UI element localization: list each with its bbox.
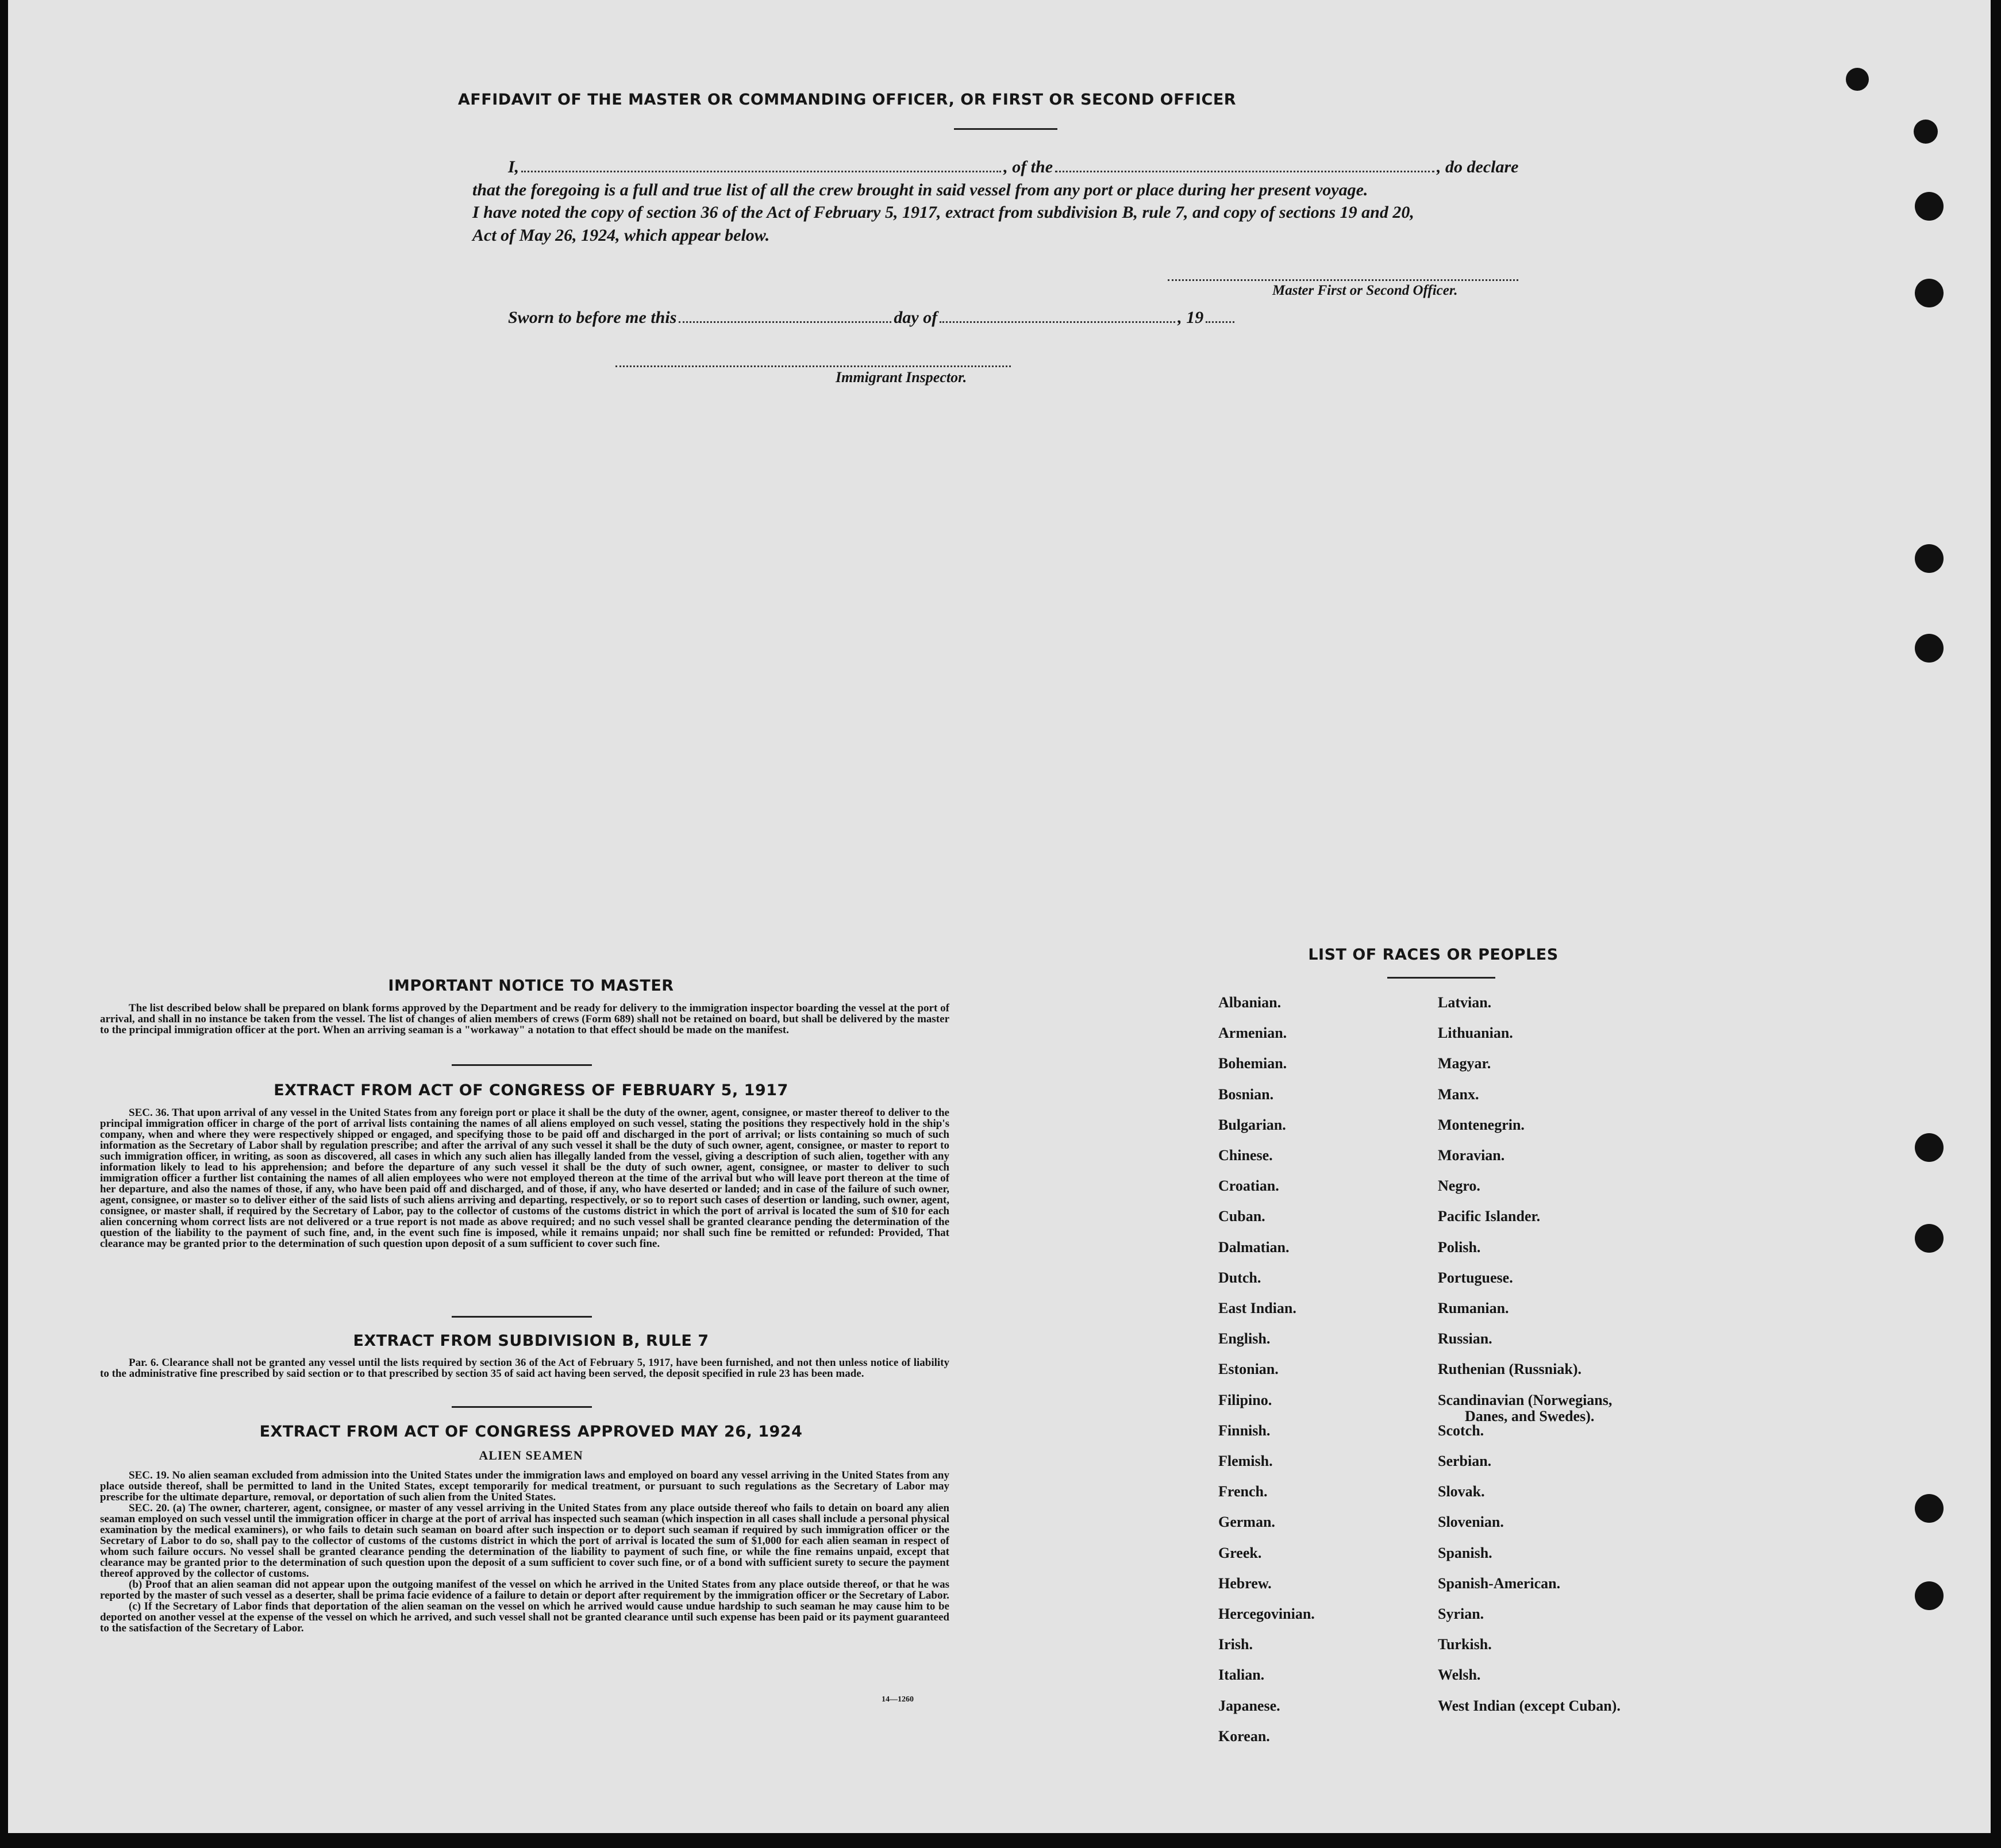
race-item: Japanese.: [1218, 1697, 1280, 1714]
extract-1917-body: SEC. 36. That upon arrival of any vessel in the United States from any foreign port or place it shall be the duty of the owner, agent, consignee, or master thereof to deliver to the principal immigration officer in charge of the port of arrival lists containing the names of all aliens employed on such vessel, stating the positions they respectively hold in the ship's company, when and where they were respectively shipped or engaged, and specifying those to be paid off and discharged in the port of arrival; or lists containing so much of such information as the Secretary of Labor shall by regulation prescribe; and after the arrival of any such vessel it shall be the duty of such owner, agent, consignee, or master to report to such immigration officer, in writing, as soon as discovered, all cases in which any such alien has illegally landed from the vessel, giving a description of such alien, together with any information likely to lead to his apprehension; and before the departure of any such vessel it shall be the duty of such owner, agent, consignee, or master to deliver to such immigration officer a further list containing the names of all alien employees who were not employed thereon at the time of the arrival but who will leave port thereon at the time of her departure, and also the names of those, if any, who have been paid off and discharged, and of those, if any, who have deserted or landed; and in case of the failure of such owner, agent, consignee, or master so to deliver either of the said lists of such aliens arriving and departing, respectively, or so to report such cases of desertion or landing, such owner, agent, consignee, or master shall, if required by the Secretary of Labor, pay to the collector of customs of the customs district in which the port of arrival is located the sum of $10 for each alien concerning whom correct lists are not delivered or a true report is not made as above required; and no such vessel shall be granted clearance pending the determination of the question of the liability to the payment of such fine, and, in the event such fine is imposed, while it remains unpaid; nor shall such fine be remitted or refunded: Provided, That clearance may be granted prior to the determination of such question upon deposit of a sum sufficient to cover such fine.: [100, 1107, 949, 1250]
race-item: Turkish.: [1438, 1636, 1492, 1653]
sworn-prefix: Sworn to before me this: [508, 308, 677, 327]
race-item: Ruthenian (Russniak).: [1438, 1361, 1581, 1377]
notice-body: The list described below shall be prepared on blank forms approved by the Department and be ready for delivery to the immigration inspector boarding the vessel at the port of arrival, and shall in no instance be taken from the vessel. The list of changes of alien members of crews (Form 689) shall not be retained on board, but shall be delivered by the master to the principal immigration officer at the port. When an arriving seaman is a "workaway" a notation to that effect should be made on the manifest.: [100, 1002, 949, 1036]
alien-seamen-subtitle: ALIEN SEAMEN: [479, 1448, 583, 1462]
race-item: Filipino.: [1218, 1392, 1272, 1408]
extract-1924-body: [100, 1470, 949, 1634]
race-item: Hebrew.: [1218, 1575, 1272, 1592]
extract-1924-title: EXTRACT FROM ACT OF CONGRESS APPROVED MAY 26, 1924: [259, 1423, 803, 1441]
race-item: Italian.: [1218, 1666, 1265, 1683]
race-item: Korean.: [1218, 1728, 1270, 1745]
race-item: Cuban.: [1218, 1208, 1265, 1225]
race-item: Welsh.: [1438, 1666, 1481, 1683]
race-item: Manx.: [1438, 1086, 1479, 1103]
extract-1917-title: EXTRACT FROM ACT OF CONGRESS OF FEBRUARY 5, 1917: [274, 1081, 788, 1099]
race-item: Portuguese.: [1438, 1269, 1513, 1286]
master-signature-field[interactable]: [1168, 279, 1518, 281]
race-item: Moravian.: [1438, 1147, 1505, 1164]
do-declare-label: , do declare: [1437, 157, 1519, 176]
race-item: Flemish.: [1218, 1453, 1273, 1469]
sworn-day-field[interactable]: [679, 319, 891, 323]
master-signature-label: Master First or Second Officer.: [1272, 283, 1458, 298]
race-item: Syrian.: [1438, 1606, 1484, 1622]
race-item: Finnish.: [1218, 1422, 1271, 1439]
race-item: Latvian.: [1438, 994, 1492, 1011]
race-item: Greek.: [1218, 1545, 1262, 1561]
extract-rule7-title: EXTRACT FROM SUBDIVISION B, RULE 7: [353, 1332, 709, 1350]
race-item: Bulgarian.: [1218, 1116, 1286, 1133]
race-item: Croatian.: [1218, 1177, 1279, 1194]
title-divider: [954, 128, 1057, 130]
affidavit-title: AFFIDAVIT OF THE MASTER OR COMMANDING OFFICER, OR FIRST OR SECOND OFFICER: [457, 91, 1237, 109]
declarant-prefix: I,: [508, 157, 520, 176]
races-divider: [1387, 977, 1495, 979]
race-item: Serbian.: [1438, 1453, 1492, 1469]
section-20a: SEC. 20. (a) The owner, charterer, agent, consignee, or master of any vessel arriving in the United States from any place outside thereof who fails to detain on board any alien seaman employed on such vessel until the immigration officer in charge at the port of arrival has inspected such seaman (which inspection in all cases shall include a personal physical examination by the medical examiners), or who fails to detain such seaman on board after such inspection or to deport such seaman if required by such immigration officer or the Secretary of Labor to do so, shall pay to the collector of customs of the customs district in which the port of arrival is located the sum of $1,000 for each alien seaman in respect of whom such failure occurs. No vessel shall be granted clearance pending the determination of the liability to payment of such fine, or while the fine remains unpaid, except that clearance may be granted prior to the determination of such question upon the deposit of a sum sufficient to cover such fine, or of a bond with sufficient surety to secure the payment thereof approved by the collector of customs.: [100, 1502, 949, 1580]
inspector-label: Immigrant Inspector.: [836, 369, 967, 386]
notice-title: IMPORTANT NOTICE TO MASTER: [388, 977, 674, 995]
race-item: Bosnian.: [1218, 1086, 1274, 1103]
race-item: Hercegovinian.: [1218, 1606, 1315, 1622]
binder-hole: [1915, 1133, 1944, 1162]
affidavit-line-2: that the foregoing is a full and true list of all the crew brought in said vessel from any port or place during her present voyage.: [472, 180, 1368, 199]
race-item: Pacific Islander.: [1438, 1208, 1541, 1225]
affidavit-line-4: Act of May 26, 1924, which appear below.: [472, 226, 770, 245]
race-item: Albanian.: [1218, 994, 1282, 1011]
race-item: Spanish.: [1438, 1545, 1492, 1561]
race-item: Slovak.: [1438, 1483, 1485, 1500]
divider-1: [452, 1064, 592, 1066]
race-item: Bohemian.: [1218, 1055, 1287, 1072]
race-item: Scandinavian (Norwegians,: [1438, 1392, 1613, 1408]
sworn-line: [508, 308, 1237, 328]
race-item: Slovenian.: [1438, 1514, 1504, 1530]
race-item: Spanish-American.: [1438, 1575, 1561, 1592]
sworn-month-field[interactable]: [940, 319, 1175, 323]
race-item: Rumanian.: [1438, 1300, 1509, 1316]
race-item: German.: [1218, 1514, 1275, 1530]
race-item: English.: [1218, 1330, 1271, 1347]
section-19: SEC. 19. No alien seaman excluded from admission into the United States under the immigration laws and employed on board any vessel arriving in the United States from any place outside thereof, shall be permitted to land in the United States, except temporarily for medical treatment, or pursuant to such regulations as the Secretary of Labor may prescribe for the ultimate departure, removal, or deportation of such alien from the United States.: [100, 1469, 949, 1503]
races-title: LIST OF RACES OR PEOPLES: [1308, 946, 1559, 964]
binder-hole: [1915, 544, 1944, 573]
race-item: Irish.: [1218, 1636, 1253, 1653]
year-label: , 19: [1177, 308, 1204, 327]
binder-hole: [1915, 192, 1944, 221]
binder-hole: [1914, 120, 1938, 144]
race-item: Estonian.: [1218, 1361, 1279, 1377]
sworn-year-field[interactable]: [1206, 319, 1234, 323]
document-page: [8, 0, 1991, 1833]
race-item: Negro.: [1438, 1177, 1480, 1194]
section-20c: (c) If the Secretary of Labor finds that deportation of the alien seaman on the vessel on which he arrived would cause undue hardship to such seaman he may cause him to be deported on another vessel at the expense of the vessel on which he arrived, and such vessel shall not be granted clearance until such expense has been paid or its payment guaranteed to the satisfaction of the Secretary of Labor.: [100, 1600, 949, 1634]
race-item: Armenian.: [1218, 1025, 1287, 1041]
binder-hole: [1915, 634, 1944, 663]
race-item: Scotch.: [1438, 1422, 1484, 1439]
form-number: 14—1260: [882, 1695, 914, 1704]
race-item: French.: [1218, 1483, 1268, 1500]
race-item: Lithuanian.: [1438, 1025, 1513, 1041]
inspector-signature-field[interactable]: [615, 365, 1011, 367]
declarant-name-field[interactable]: [521, 168, 1001, 172]
affidavit-line-3: I have noted the copy of section 36 of the Act of February 5, 1917, extract from subdivision B, rule 7, and copy of sections 19 and 20,: [472, 203, 1414, 222]
extract-rule7-body: Par. 6. Clearance shall not be granted any vessel until the lists required by section 36 of the Act of February 5, 1917, have been furnished, and not then unless notice of liability to the administrative fine prescribed by said section or to that prescribed by section 35 of said act having been served, the deposit specified in rule 23 has been made.: [100, 1357, 949, 1380]
race-item: West Indian (except Cuban).: [1438, 1697, 1621, 1714]
race-item: Magyar.: [1438, 1055, 1491, 1072]
binder-hole: [1915, 1494, 1944, 1523]
of-the-label: , of the: [1003, 157, 1053, 176]
section-20b: (b) Proof that an alien seaman did not appear upon the outgoing manifest of the vessel on which he arrived in the United States from any place outside thereof, or that he was reported by the master of such vessel as a deserter, shall be prima facie evidence of a failure to detain or deport after requirement by the immigration officer or the Secretary of Labor.: [100, 1578, 949, 1601]
race-item: East Indian.: [1218, 1300, 1296, 1316]
binder-hole: [1915, 1581, 1944, 1610]
race-item: Montenegrin.: [1438, 1116, 1525, 1133]
day-of-label: day of: [894, 308, 938, 327]
race-item: Dalmatian.: [1218, 1239, 1290, 1256]
race-item: Russian.: [1438, 1330, 1492, 1347]
divider-3: [452, 1406, 592, 1408]
binder-hole: [1915, 1224, 1944, 1253]
affidavit-line-1: [508, 157, 1518, 177]
vessel-name-field[interactable]: [1055, 168, 1434, 172]
divider-2: [452, 1316, 592, 1318]
race-item: Polish.: [1438, 1239, 1481, 1256]
race-item: Danes, and Swedes).: [1465, 1408, 1595, 1424]
race-item: Chinese.: [1218, 1147, 1273, 1164]
binder-hole: [1846, 68, 1869, 91]
binder-hole: [1915, 279, 1944, 307]
race-item: Dutch.: [1218, 1269, 1261, 1286]
